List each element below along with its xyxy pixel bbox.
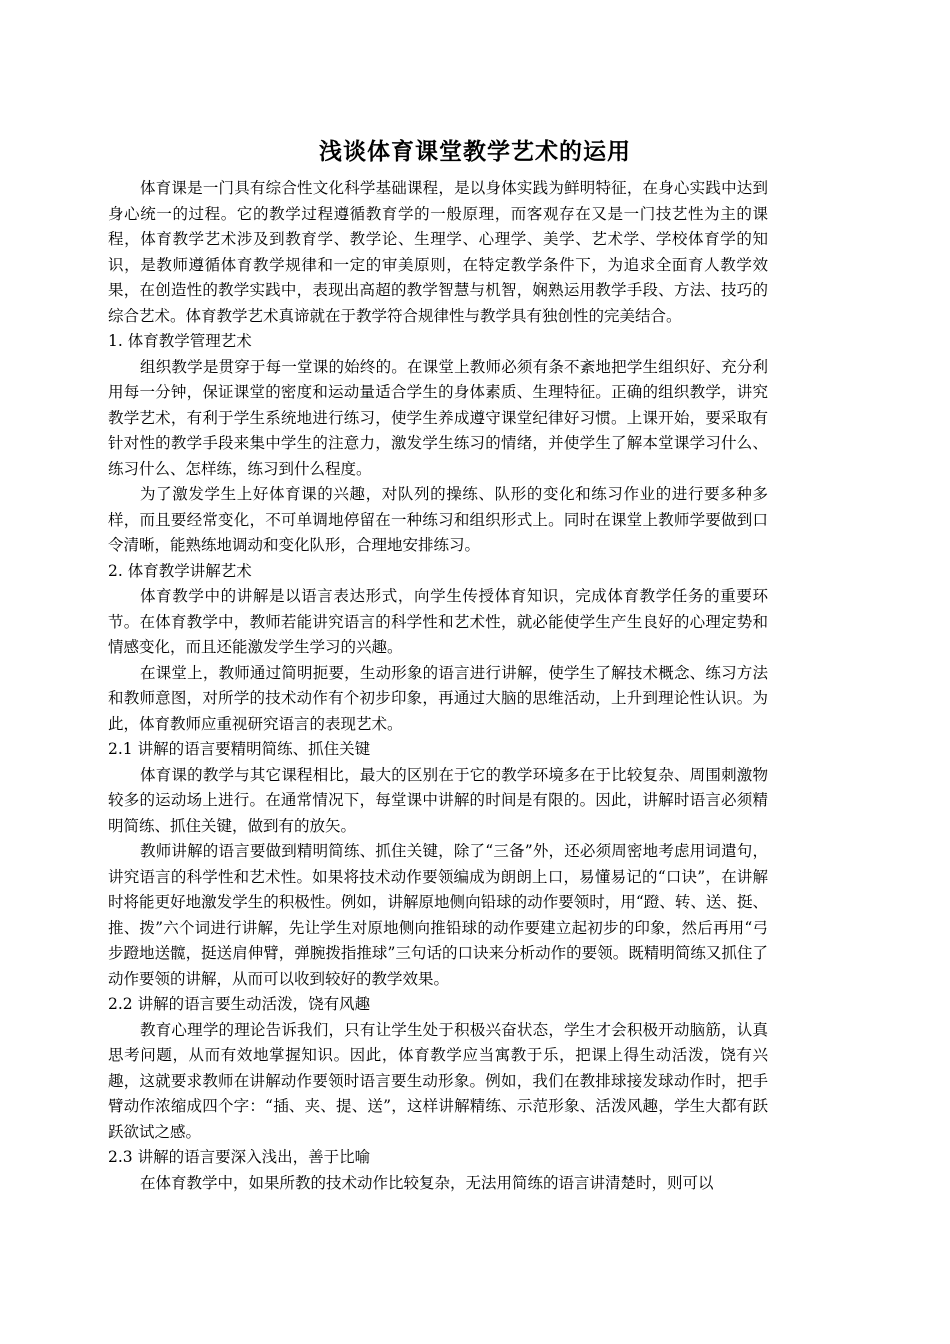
- section-heading-2-2: 2.2 讲解的语言要生动活泼，饶有风趣: [108, 995, 371, 1013]
- section-heading-2-1: 2.1 讲解的语言要精明简练、抓住关键: [108, 740, 371, 758]
- section-heading-2: 2. 体育教学讲解艺术: [108, 561, 252, 580]
- paragraph-2-1b: 教师讲解的语言要做到精明简练、抓住关键，除了“三备”外，还必须周密地考虑用词遣句，讲究语言的科学性和艺术性。如果将技术动作要领编成为朗朗上口，易懂易记的“口诀”，在讲解时将能更好地激发学生的积极性。例如，讲解原地侧向铅球的动作要领时，用“蹬、转、送、挺、推、拨”六个词进行讲解，先让学生对原地侧向推铅球的动作要建立起初步的印象，然后再用“弓步蹬地送髋，挺送肩伸臂，弹腕拨指推球”三句话的口诀来分析动作的要领。既精明简练又抓住了动作要领的讲解，从而可以收到较好的教学效果。: [108, 842, 768, 988]
- section-heading-2-3: 2.3 讲解的语言要深入浅出，善于比喻: [108, 1148, 371, 1166]
- document-body: [108, 176, 768, 1196]
- paragraph-1b: 为了激发学生上好体育课的兴趣，对队列的操练、队形的变化和练习作业的进行要多种多样，而且要经常变化，不可单调地停留在一种练习和组织形式上。同时在课堂上教师学要做到口令清晰，能熟练地调动和变化队形，合理地安排练习。: [108, 485, 768, 554]
- paragraph-2-3a: 在体育教学中，如果所教的技术动作比较复杂，无法用简练的语言讲清楚时，则可以: [140, 1173, 714, 1192]
- document-title: 浅谈体育课堂教学艺术的运用: [319, 139, 631, 165]
- paragraph-2-1a: 体育课的教学与其它课程相比，最大的区别在于它的教学环境多在于比较复杂、周围刺激物较多的运动场上进行。在通常情况下，每堂课中讲解的时间是有限的。因此，讲解时语言必须精明简练、抓住关键，做到有的放矢。: [108, 765, 768, 835]
- paragraph-2b: 在课堂上，教师通过简明扼要，生动形象的语言进行讲解，使学生了解技术概念、练习方法和教师意图，对所学的技术动作有个初步印象，再通过大脑的思维活动，上升到理论性认识。为此，体育教师应重视研究语言的表现艺术。: [108, 663, 768, 733]
- paragraph-2-2a: 教育心理学的理论告诉我们，只有让学生处于积极兴奋状态，学生才会积极开动脑筋，认真思考问题，从而有效地掌握知识。因此，体育教学应当寓教于乐，把课上得生动活泼，饶有兴趣，这就要求教师在讲解动作要领时语言要生动形象。例如，我们在教排球接发球动作时，把手臂动作浓缩成四个字：“插、夹、提、送”，这样讲解精练、示范形象、活泼风趣，学生大都有跃跃欲试之感。: [108, 1020, 768, 1141]
- paragraph-intro: 体育课是一门具有综合性文化科学基础课程，是以身体实践为鲜明特征，在身心实践中达到身心统一的过程。它的教学过程遵循教育学的一般原理，而客观存在又是一门技艺性为主的课程，体育教学艺术涉及到教育学、教学论、生理学、心理学、美学、艺术学、学校体育学的知识，是教师遵循体育教学规律和一定的审美原则，在特定教学条件下，为追求全面育人教学效果，在创造性的教学实践中，表现出高超的教学智慧与机智，娴熟运用教学手段、方法、技巧的综合艺术。体育教学艺术真谛就在于教学符合规律性与教学具有独创性的完美结合。: [108, 179, 768, 325]
- paragraph-1a: 组织教学是贯穿于每一堂课的始终的。在课堂上教师必须有条不紊地把学生组织好、充分利用每一分钟，保证课堂的密度和运动量适合学生的身体素质、生理特征。正确的组织教学，讲究教学艺术，有利于学生系统地进行练习，使学生养成遵守课堂纪律好习惯。上课开始，要采取有针对性的教学手段来集中学生的注意力，激发学生练习的情绪，并使学生了解本堂课学习什么、练习什么、怎样练，练习到什么程度。: [108, 357, 768, 478]
- section-heading-1: 1. 体育教学管理艺术: [108, 332, 252, 350]
- paragraph-2a: 体育教学中的讲解是以语言表达形式，向学生传授体育知识，完成体育教学任务的重要环节。在体育教学中，教师若能讲究语言的科学性和艺术性，就必能使学生产生良好的心理定势和情感变化，而且还能激发学生学习的兴趣。: [108, 587, 768, 656]
